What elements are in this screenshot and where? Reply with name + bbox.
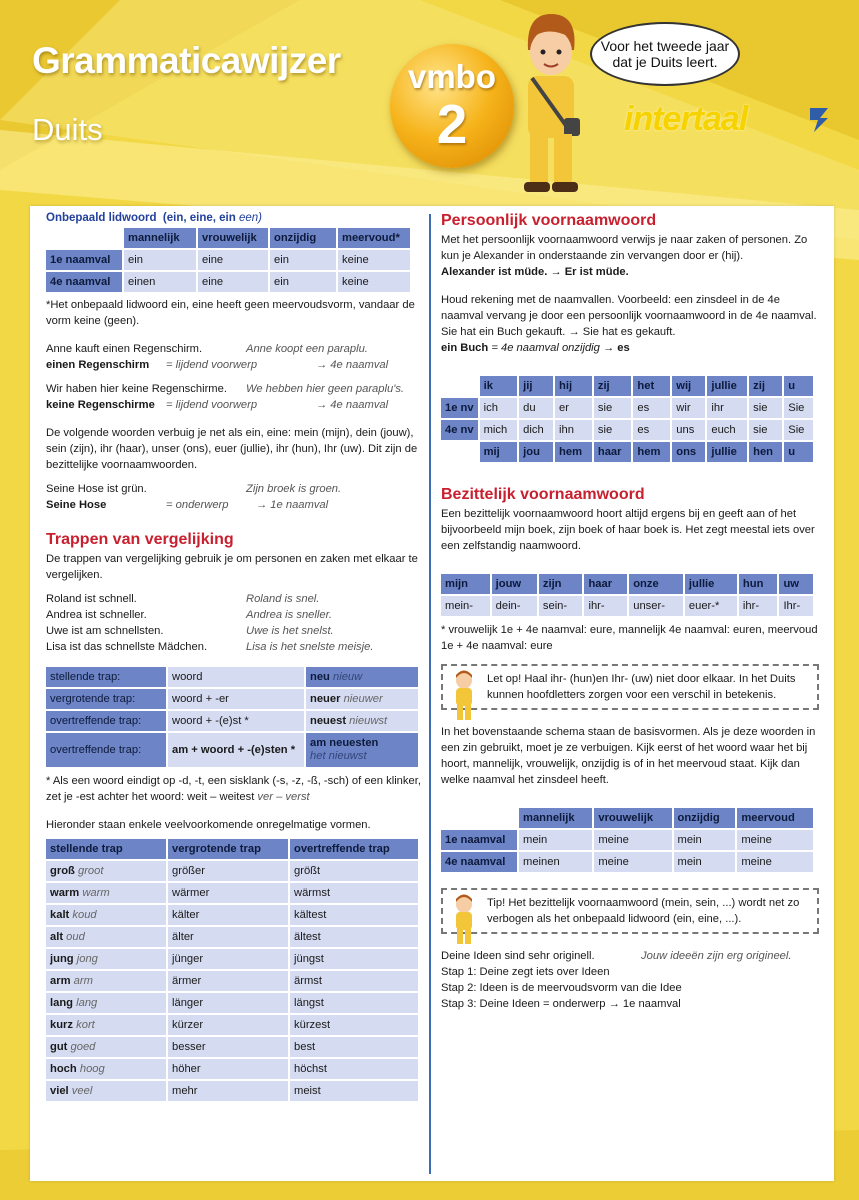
page-title: Grammaticawijzer [32,40,341,81]
table-cell: kürzest [290,1015,418,1035]
table-cell [46,971,166,991]
example-de: Uwe ist am schnellsten. [46,625,164,637]
table-cell: meine [737,852,813,872]
table-cell [46,993,166,1013]
table-cell: unser- [629,596,683,616]
pers-p1b: Alexander ist müde. → Er ist müde. [441,266,629,278]
table-cell: best [290,1037,418,1057]
table-row [46,949,418,969]
irr-word: kalt [50,909,70,921]
table-cell [306,733,418,767]
table-cell [46,927,166,947]
table-cell: älter [168,927,288,947]
table-cell: uns [672,420,705,440]
trap-example: neuest [310,715,347,727]
row-header: overtreffende trap: [46,711,166,731]
table-row [441,596,813,616]
col-header: uw [779,574,813,594]
tip-box-2 [441,888,819,934]
table-cell [306,667,418,687]
pers-p3: Sie hat ein Buch gekauft. → Sie hat es gekauft. [441,326,676,338]
table-cell: sie [594,420,632,440]
section-bez-title: Bezittelijk voornaamwoord [441,486,645,503]
pers-p2: Houd rekening met de naamvallen. Voorbeeld: een zinsdeel in de 4e naamval vervang je door een persoonlijk voornaamwoord in de 4e naamval. [441,294,817,322]
irr-word: jung [50,953,74,965]
table-cell: hem [555,442,592,462]
trappen-examples [46,591,422,655]
table-header-row [46,228,410,248]
table-cell: jüngst [290,949,418,969]
table-cell [306,711,418,731]
col-header: zijn [539,574,583,594]
empty-cell [46,228,122,248]
col-header: hun [739,574,778,594]
example-nl: We hebben hier geen paraplu's. [246,383,405,395]
col-header: hij [555,376,592,396]
example-3-analysis [46,497,422,513]
table-row [441,376,813,396]
step-2: Stap 2: Ideen is de meervoudsvorm van die Idee [441,982,682,994]
speech-bubble: Voor het tweede jaar dat je Duits leert. [590,22,740,86]
table-row [441,398,813,418]
table-cell: sie [749,398,782,418]
table-cell: hen [749,442,782,462]
irr-word: hoch [50,1063,77,1075]
irr-word: kurz [50,1019,74,1031]
irr-word: viel [50,1085,69,1097]
onbepaald-forms: (ein, eine, ein [162,212,236,224]
example-phrase: Seine Hose [46,499,107,511]
example-2-analysis [46,397,422,413]
table-row [46,250,410,270]
example-nl: Lisa is het snelste meisje. [246,641,374,653]
table-cell [46,1059,166,1079]
irr-word-nl: goed [70,1041,96,1053]
empty-cell [441,808,517,828]
table-cell: woord + -er [168,689,304,709]
level-label: vmbo [407,58,496,95]
table-row [46,861,418,881]
irregular-intro: Hieronder staan enkele veelvoorkomende onregelmatige vormen. [46,819,371,831]
row-header: 1e naamval [441,830,517,850]
table-cell: einen [124,272,196,292]
irr-word-nl: kort [76,1019,95,1031]
table-cell: haar [594,442,632,462]
table-cell: ich [480,398,518,418]
tip-2-text: Tip! Het bezittelijk voornaamwoord (mein, sein, ...) wordt net zo verbogen als het onbepaald lidwoord (ein, eine, ...). [487,897,800,925]
table-cell [46,883,166,903]
table-cell: hem [633,442,670,462]
table-row [46,971,418,991]
col-header: jullie [685,574,737,594]
col-header: onze [629,574,683,594]
example-role: = lijdend voorwerp [166,359,258,371]
irr-word: warm [50,887,80,899]
table-cell: Sie [784,420,813,440]
pers-p4-phrase: ein Buch [441,342,489,354]
table-cell: ihn [555,420,592,440]
onbepaald-title-text: Onbepaald lidwoord [46,212,157,224]
table-cell: Sie [784,398,813,418]
irr-word-nl: veel [71,1085,93,1097]
onbepaald-note: *Het onbepaald lidwoord ein, eine heeft geen meervoudsvorm, vandaar de vorm keine (geen). [46,299,415,327]
col-header: stellende trap [46,839,166,859]
table-cell: sie [749,420,782,440]
example-nl: Roland is snel. [246,593,320,605]
example-role: = lijdend voorwerp [166,399,258,411]
table-cell: ihr- [584,596,627,616]
publisher-logo: intertaal [624,100,748,138]
irr-word-nl: warm [82,887,110,899]
trap-example-nl: het nieuwst [310,750,367,762]
bez-note: * vrouwelijk 1e + 4e naamval: eure, mannelijk 4e naamval: euren, meervoud 1e + 4e naamval: eure [441,624,818,652]
table-cell: mein [519,830,592,850]
table-cell: längst [290,993,418,1013]
table-row [46,689,418,709]
example-de: Lisa ist das schnellste Mädchen. [46,641,208,653]
table-cell: kälter [168,905,288,925]
col-header: meervoud* [338,228,410,248]
section-onbepaald-title [46,212,422,224]
trap-example-nl: nieuwer [343,693,383,705]
table-cell: meine [737,830,813,850]
logo-mark-icon [808,104,830,134]
table-cell: mein- [441,596,490,616]
onbepaald-forms-nl: een) [238,212,263,224]
table-row [46,667,418,687]
level-number: 2 [436,93,468,155]
trap-example: neu [310,671,330,683]
table-cell: ihr- [739,596,778,616]
trappen-table [44,665,420,769]
table-cell: kürzer [168,1015,288,1035]
trappen-note [46,773,422,805]
irr-word-nl: jong [76,953,98,965]
irr-word-nl: koud [72,909,97,921]
table-row [441,852,813,872]
table-cell: länger [168,993,288,1013]
table-cell: wärmer [168,883,288,903]
table-cell: ältest [290,927,418,947]
table-cell: größt [290,861,418,881]
pers-p1: Met het persoonlijk voornaamwoord verwijs je naar zaken of personen. Zo kun je Alexander in onderstaande zin vervangen door er (hij). [441,234,808,262]
row-header: overtreffende trap: [46,733,166,767]
trap-example: am neuesten [310,737,379,749]
mascot-boy-illustration [506,6,596,202]
section-trappen-title: Trappen van vergelijking [46,531,234,548]
example-phrase: einen Regenschirm [46,359,150,371]
empty-cell [441,442,478,462]
table-cell [46,861,166,881]
example-nl: Anne koopt een paraplu. [246,343,368,355]
irr-word: lang [50,997,73,1009]
col-header: u [784,376,813,396]
table-cell: wir [672,398,705,418]
table-row [46,993,418,1013]
tip-box-1 [441,664,819,710]
table-cell: ärmer [168,971,288,991]
table-cell [46,1081,166,1101]
irr-word: arm [50,975,71,987]
table-cell: euer-* [685,596,737,616]
boy-icon [451,894,477,946]
table-row [441,574,813,594]
table-cell: besser [168,1037,288,1057]
example-case: → 4e naamval [316,359,389,371]
table-row [441,442,813,462]
table-cell: keine [338,272,410,292]
trappen-note-nl: ver – verst [257,791,310,803]
table-cell [46,1037,166,1057]
table-row [441,420,813,440]
empty-cell [441,376,478,396]
table-row [46,711,418,731]
irr-word: gut [50,1041,68,1053]
row-header: stellende trap: [46,667,166,687]
row-header: 1e naamval [46,250,122,270]
table-cell: woord + -(e)st * [168,711,304,731]
table-cell [306,689,418,709]
bez-p1: Een bezittelijk voornaamwoord hoort altijd ergens bij en geeft aan of het bijvoorbeeld mijn boek, zijn boek of haar boek is. Het zegt meestal iets over een zelfstandig naamwoord. [441,508,815,552]
table-row [46,1081,418,1101]
col-header: vergrotende trap [168,839,288,859]
table-cell: ons [672,442,705,462]
table-cell: am + woord + -(e)sten * [168,733,304,767]
example-de: Anne kauft einen Regenschirm. [46,343,203,355]
section-pers-title: Persoonlijk voornaamwoord [441,212,657,229]
table-cell: eine [198,272,268,292]
pers-p4-result: es [617,342,630,354]
trappen-example [46,623,422,639]
table-cell: woord [168,667,304,687]
bez2-table [439,806,815,874]
table-cell: wärmst [290,883,418,903]
bez-p2: In het bovenstaande schema staan de basisvormen. Als je deze woorden in een zin gebruikt, moet je ze verbuigen. Kijk eerst of het woord waar het bij hoort, mannelijk, vrouwelijk, onzijdig is of in het meervoud staat. Kijk dan welke naamval het zinsdeel heeft. [441,726,816,786]
trappen-intro: De trappen van vergelijking gebruik je om personen en zaken met elkaar te vergelijken. [46,553,418,581]
level-badge [390,44,514,168]
col-header: ik [480,376,518,396]
left-column [46,210,422,1103]
table-cell: ihr [707,398,747,418]
example-nl: Jouw ideeën zijn erg origineel. [641,950,792,962]
table-cell: meist [290,1081,418,1101]
example-de: Roland ist schnell. [46,593,137,605]
example-nl: Andrea is sneller. [246,609,333,621]
table-cell: meine [594,852,671,872]
col-header: onzijdig [270,228,336,248]
irr-word: alt [50,931,64,943]
col-header: wij [672,376,705,396]
example-3 [46,481,422,497]
col-header: mannelijk [519,808,592,828]
example-nl: Uwe is het snelst. [246,625,334,637]
table-row [46,733,418,767]
row-header: vergrotende trap: [46,689,166,709]
col-header: zij [594,376,632,396]
table-cell: ein [124,250,196,270]
col-header: zij [749,376,782,396]
table-cell: Ihr- [779,596,813,616]
example-role: = onderwerp [166,499,229,511]
col-header: het [633,376,670,396]
example-de: Wir haben hier keine Regenschirme. [46,383,227,395]
col-header: meervoud [737,808,813,828]
example-phrase: keine Regenschirme [46,399,155,411]
table-cell: meine [594,830,671,850]
example-2 [46,381,422,397]
column-divider [429,214,431,1174]
table-cell: jullie [707,442,747,462]
table-row [46,905,418,925]
col-header: mannelijk [124,228,196,248]
onbepaald-table [44,226,412,294]
right-column [441,212,819,1012]
trappen-note-text: * Als een woord eindigt op -d, -t, een sisklank (-s, -z, -ß, -sch) of een klinker, zet je -est achter het woord: weit – weitest [46,775,421,803]
table-cell: höher [168,1059,288,1079]
table-cell: mein [674,852,736,872]
row-header: 4e naamval [441,852,517,872]
table-cell: sein- [539,596,583,616]
trap-example: neuer [310,693,341,705]
table-row [46,927,418,947]
table-cell: größer [168,861,288,881]
col-header: vrouwelijk [198,228,268,248]
table-row [46,1037,418,1057]
table-cell [46,1015,166,1035]
table-header-row [46,839,418,859]
table-cell: meinen [519,852,592,872]
table-cell: ärmst [290,971,418,991]
table-cell: dich [519,420,553,440]
step-3: Stap 3: Deine Ideen = onderwerp → 1e naamval [441,998,681,1010]
table-cell: ein [270,272,336,292]
table-row [441,808,813,828]
trap-example-nl: nieuw [333,671,363,683]
irr-word-nl: oud [66,931,85,943]
trappen-example [46,639,422,655]
col-header: overtreffende trap [290,839,418,859]
example-de: Seine Hose ist grün. [46,483,147,495]
col-header: jullie [707,376,747,396]
table-cell: mein [674,830,736,850]
pers-p4-role: = 4e naamval onzijdig → [491,342,615,354]
trap-example-nl: nieuwst [349,715,388,727]
page-subtitle: Duits [32,112,103,147]
pers-p4 [441,340,819,356]
trappen-example [46,607,422,623]
table-cell: mij [480,442,518,462]
col-header: haar [584,574,627,594]
table-cell: dein- [492,596,537,616]
bez-table [439,572,815,618]
example-1-analysis [46,357,422,373]
possessive-paragraph: De volgende woorden verbuig je net als ein, eine: mein (mijn), dein (jouw), sein (zijn), ihr (haar), unser (ons), euer (jullie), ihr (hun), Ihr (uw). Dit zijn de bezittelijke voornaamwoorden. [46,427,418,471]
irr-word-nl: lang [76,997,98,1009]
table-cell: u [784,442,813,462]
table-row [441,830,813,850]
col-header: mijn [441,574,490,594]
col-header: jouw [492,574,537,594]
table-cell: euch [707,420,747,440]
table-cell: er [555,398,592,418]
table-cell: sie [594,398,632,418]
table-cell: kältest [290,905,418,925]
col-header: jij [519,376,553,396]
pers-table [439,374,815,464]
table-cell: ein [270,250,336,270]
row-header: 4e naamval [46,272,122,292]
example-de: Deine Ideen sind sehr originell. [441,950,595,962]
table-cell: es [633,398,670,418]
table-row [46,272,410,292]
example-case: → 1e naamval [256,499,329,511]
table-cell: mehr [168,1081,288,1101]
tip-1-text: Let op! Haal ihr- (hun)en Ihr- (uw) niet door elkaar. In het Duits kunnen hoofdletters zorgen voor een verschil in betekenis. [487,673,796,701]
table-cell: jünger [168,949,288,969]
table-cell [46,905,166,925]
table-row [46,1059,418,1079]
boy-icon [451,670,477,722]
table-cell: keine [338,250,410,270]
table-cell: jou [519,442,553,462]
irr-word-nl: hoog [79,1063,105,1075]
irr-word: groß [50,865,75,877]
table-cell [46,949,166,969]
irregular-table [44,837,420,1103]
step-1: Stap 1: Deine zegt iets over Ideen [441,966,610,978]
irr-word-nl: arm [73,975,93,987]
row-header: 4e nv [441,420,478,440]
table-row [46,1015,418,1035]
row-header: 1e nv [441,398,478,418]
trappen-example [46,591,422,607]
example-de: Andrea ist schneller. [46,609,147,621]
table-row [46,883,418,903]
example-case: → 4e naamval [316,399,389,411]
table-cell: eine [198,250,268,270]
example-nl: Zijn broek is groen. [246,483,342,495]
table-cell: du [519,398,553,418]
col-header: onzijdig [674,808,736,828]
irr-word-nl: groot [77,865,104,877]
example-1 [46,341,422,357]
table-cell: höchst [290,1059,418,1079]
table-cell: es [633,420,670,440]
bez-example [441,948,819,964]
col-header: vrouwelijk [594,808,671,828]
table-cell: mich [480,420,518,440]
